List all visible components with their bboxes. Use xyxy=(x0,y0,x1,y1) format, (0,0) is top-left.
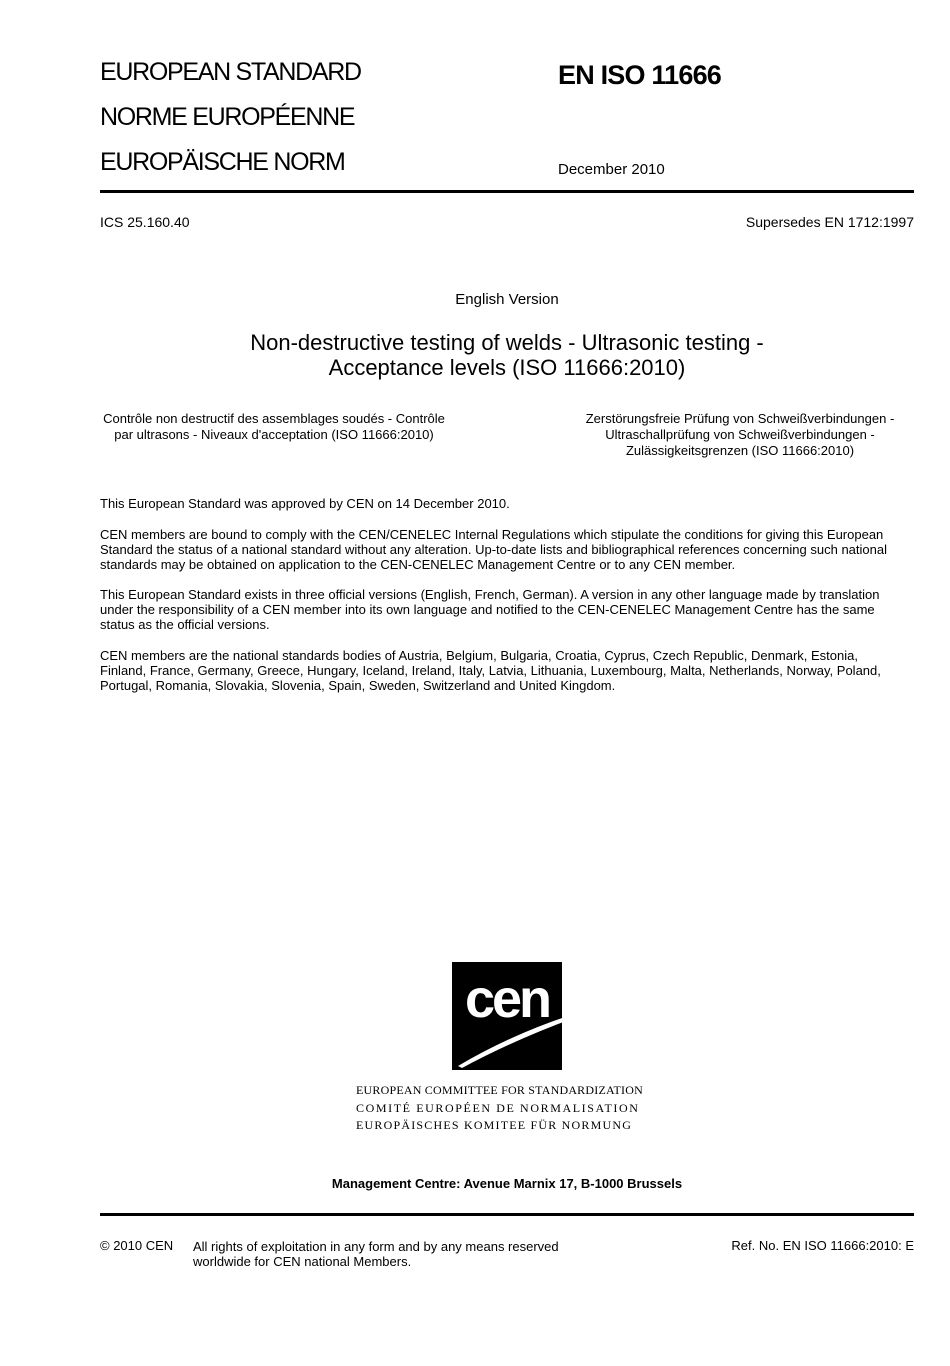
versions-paragraph xyxy=(100,587,914,633)
ics-code: ICS 25.160.40 xyxy=(100,214,190,230)
french-title-line: par ultrasons - Niveaux d'acceptation (ISO 11666:2010) xyxy=(114,427,434,442)
approval-paragraph xyxy=(100,496,914,511)
footer-rule xyxy=(100,1213,914,1216)
supersedes-note: Supersedes EN 1712:1997 xyxy=(745,214,914,230)
cen-logo xyxy=(452,962,576,1070)
german-title xyxy=(578,411,902,459)
german-title-line: Zulässigkeitsgrenzen (ISO 11666:2010) xyxy=(625,443,855,458)
paragraph-line: Portugal, Romania, Slovakia, Slovenia, Spain, Sweden, Switzerland and United Kingdom. xyxy=(100,678,616,694)
paragraph-line: CEN members are bound to comply with the CEN/CENELEC Internal Regulations which stipulate the conditions for giving this European xyxy=(100,527,884,542)
publication-date: December 2010 xyxy=(558,161,665,178)
copyright: © 2010 CEN xyxy=(100,1238,174,1253)
cen-name-fr: COMITÉ EUROPÉEN DE NORMALISATION xyxy=(356,1101,640,1115)
rights-line: All rights of exploitation in any form and by any means reserved xyxy=(193,1239,559,1254)
cen-name-de: EUROPÄISCHES KOMITEE FÜR NORMUNG xyxy=(356,1118,633,1132)
reference-number: Ref. No. EN ISO 11666:2010: E xyxy=(731,1238,914,1253)
paragraph-line: under the responsibility of a CEN member into its own language and notified to the CEN-CENELEC Management Centre has the same xyxy=(100,602,875,618)
paragraph-line: Finland, France, Germany, Greece, Hungary, Iceland, Ireland, Italy, Latvia, Lithuania, Luxembourg, Malta, Netherlands, Norway, Poland, xyxy=(100,663,881,679)
standard-title-de: EUROPÄISCHE NORM xyxy=(100,148,345,176)
rights-statement xyxy=(193,1239,559,1269)
paragraph-line: standards may be obtained on application to the CEN-CENELEC Management Centre or to any CEN member. xyxy=(100,557,736,573)
french-title xyxy=(100,411,448,443)
management-centre: Management Centre: Avenue Marnix 17, B-1000 Brussels xyxy=(331,1176,683,1191)
header-rule xyxy=(100,190,914,193)
document-title-line: Acceptance levels (ISO 11666:2010) xyxy=(328,355,686,380)
paragraph-line: CEN members are the national standards bodies of Austria, Belgium, Bulgaria, Croatia, Cyprus, Czech Republic, Denmark, Estonia, xyxy=(100,648,858,663)
members-paragraph xyxy=(100,648,914,694)
paragraph-line: status as the official versions. xyxy=(100,617,270,633)
document-title-line: Non-destructive testing of welds - Ultrasonic testing - xyxy=(250,330,764,355)
standard-number: EN ISO 11666 xyxy=(558,60,722,90)
cen-logo-mark xyxy=(452,962,576,1070)
svg-text:cen: cen xyxy=(464,969,550,1029)
paragraph-line: This European Standard exists in three official versions (English, French, German). A version in any other language made by translation xyxy=(100,587,880,602)
standard-title-fr: NORME EUROPÉENNE xyxy=(100,103,355,131)
standard-title-en: EUROPEAN STANDARD xyxy=(100,58,361,86)
paragraph-line: Standard the status of a national standard without any alteration. Up-to-date lists and bibliographical references concerning such national xyxy=(100,542,887,558)
compliance-paragraph xyxy=(100,527,914,573)
german-title-line: Zerstörungsfreie Prüfung von Schweißverbindungen - xyxy=(585,411,895,426)
rights-line: worldwide for CEN national Members. xyxy=(193,1254,412,1269)
language-version: English Version xyxy=(455,291,559,308)
cen-name-en: EUROPEAN COMMITTEE FOR STANDARDIZATION xyxy=(356,1083,643,1097)
french-title-line: Contrôle non destructif des assemblages soudés - Contrôle xyxy=(103,411,445,426)
german-title-line: Ultraschallprüfung von Schweißverbindungen - xyxy=(605,427,875,442)
paragraph-line: This European Standard was approved by CEN on 14 December 2010. xyxy=(100,496,510,511)
document-title xyxy=(100,330,914,380)
